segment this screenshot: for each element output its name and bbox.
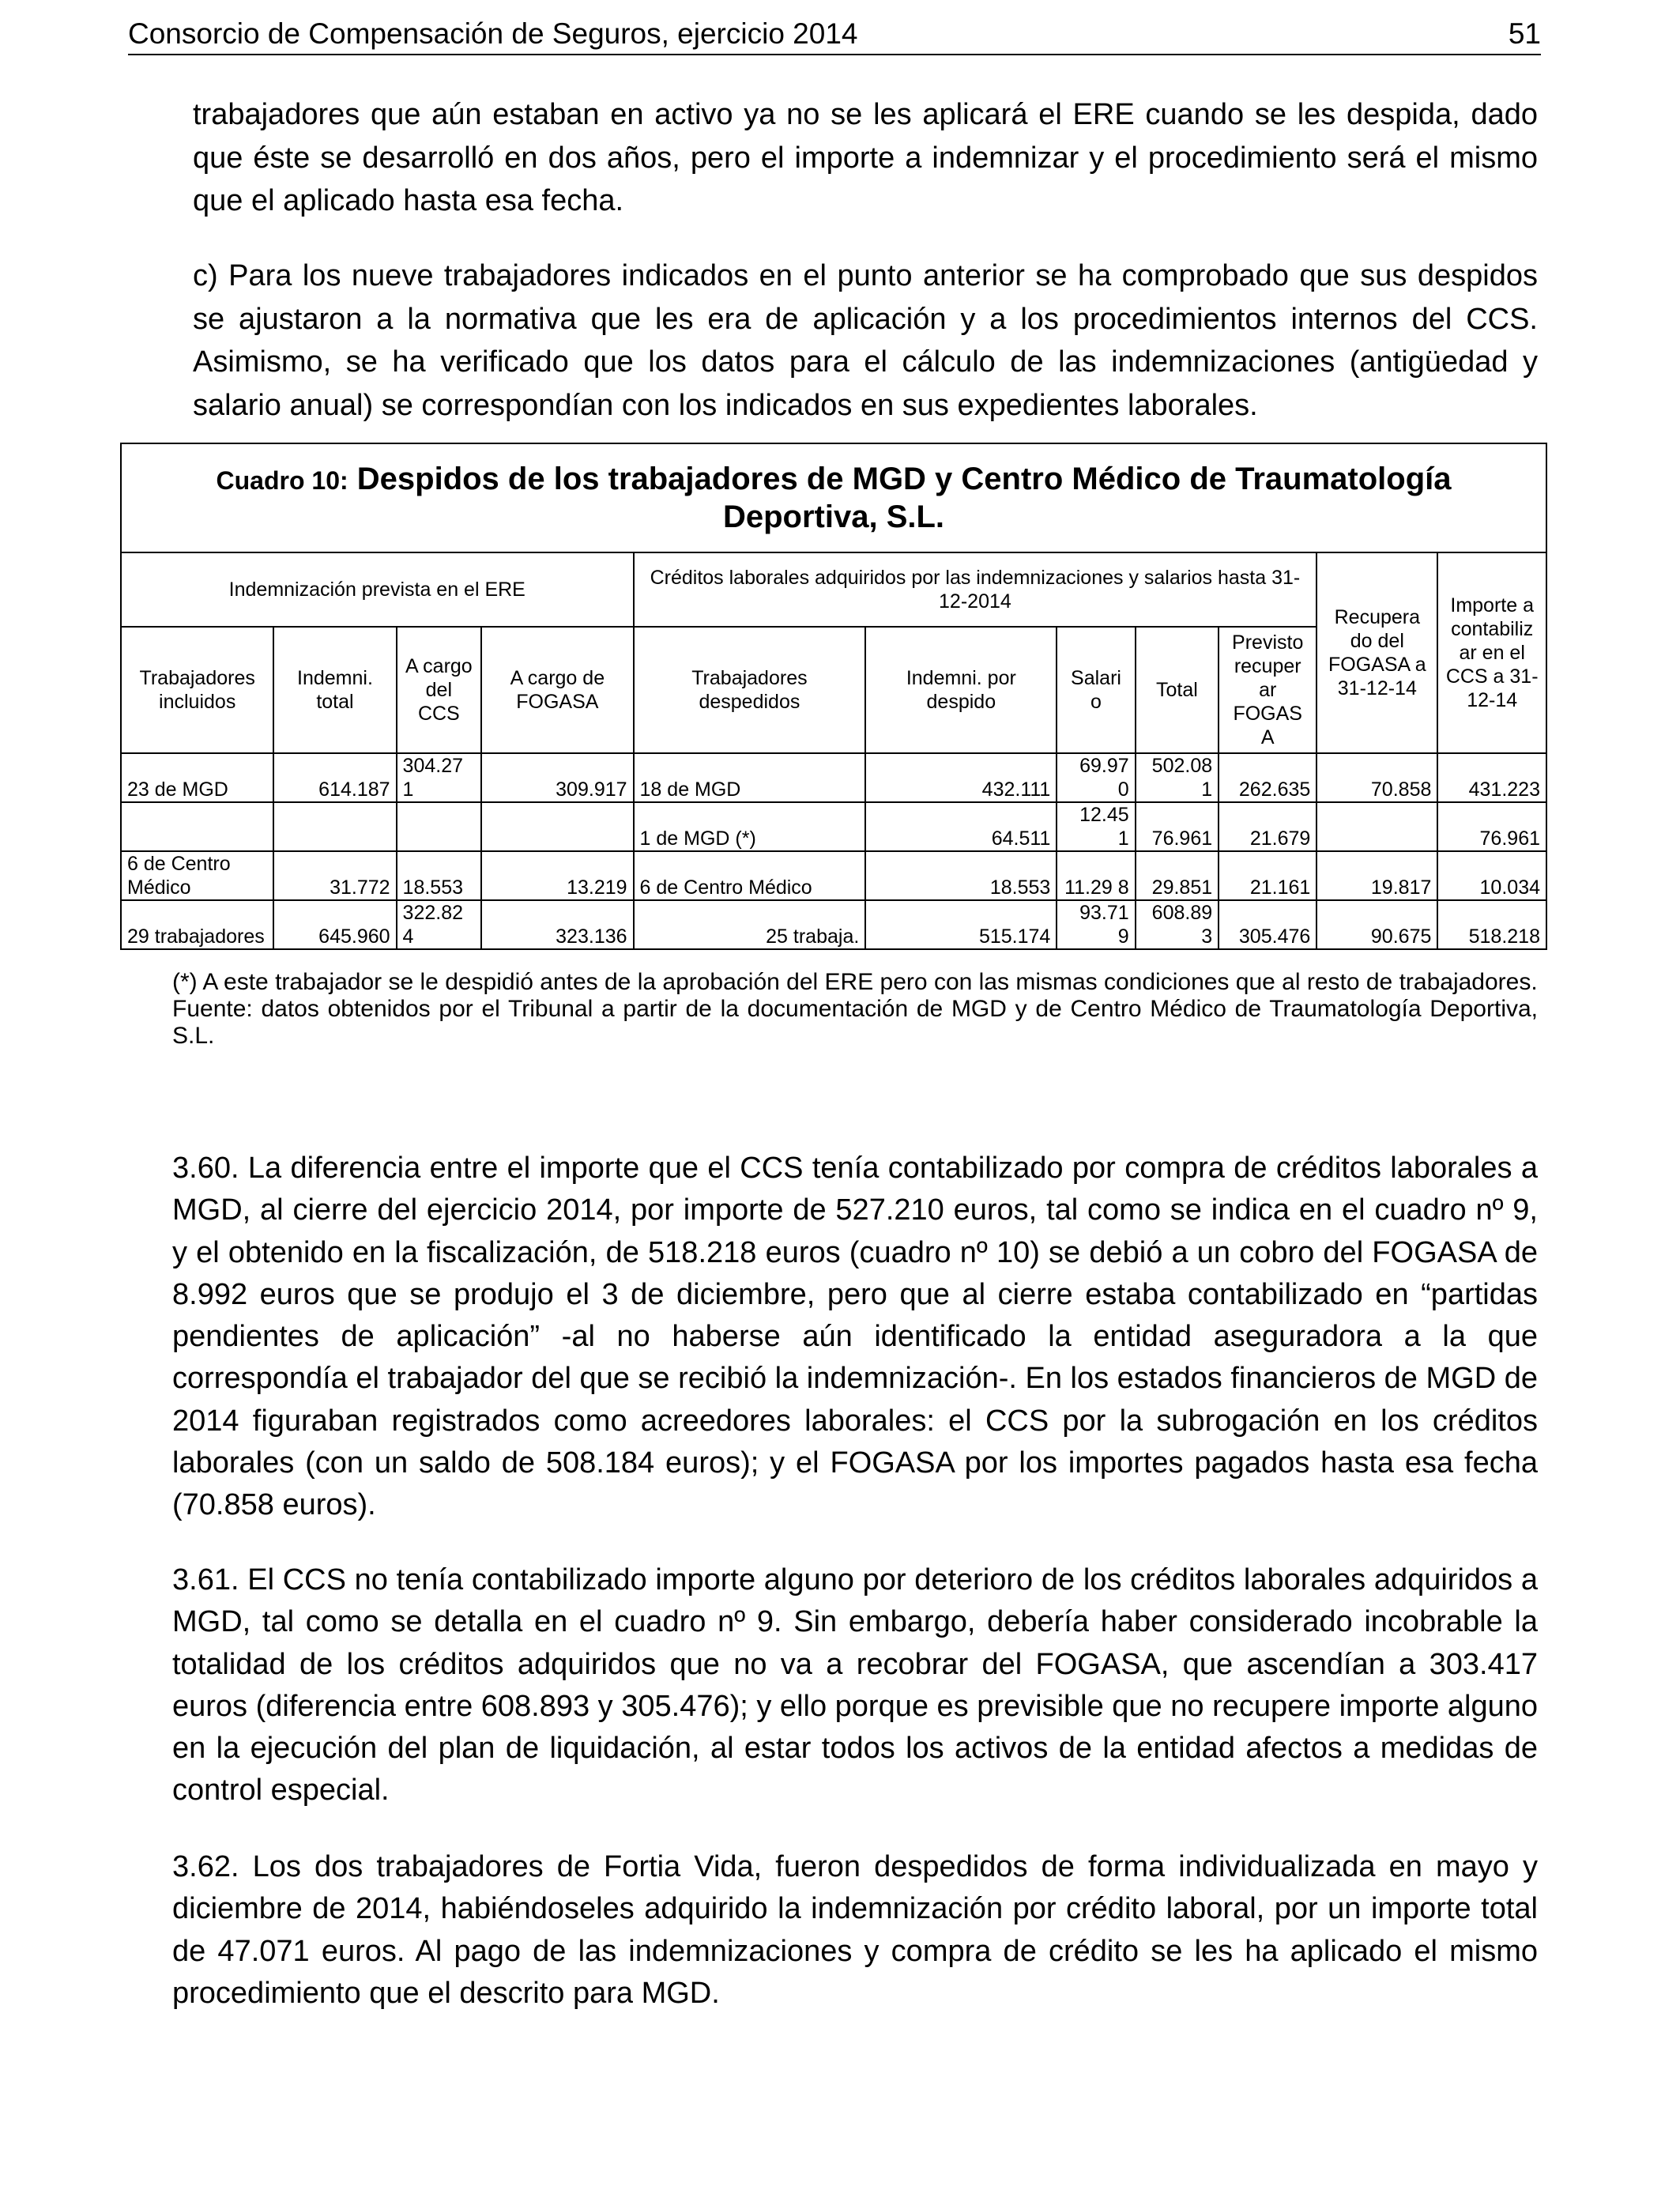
table-notes — [172, 969, 1538, 1050]
header-cargo-fogasa: A cargo de FOGASA — [481, 627, 633, 753]
header-indemni-total: Indemni. total — [273, 627, 396, 753]
table-cuadro-10 — [120, 443, 1547, 950]
group-header-creditos: Créditos laborales adquiridos por las indemnizaciones y salarios hasta 31-12-2014 — [634, 553, 1317, 627]
caption-label: Cuadro 10: — [216, 466, 348, 495]
header-salario: Salari o — [1057, 627, 1135, 753]
paragraph-3-61: 3.61. El CCS no tenía contabilizado importe alguno por deterioro de los créditos laborales adquiridos a MGD, tal como se detalla en el cuadro nº 9. Sin embargo, debería haber considerado incobrable la totalidad de los créditos adquiridos que no va a recobrar del FOGASA, que ascendían a 303.417 euros (diferencia entre 608.893 y 305.476); y ello porque es previsible que no recupere importe alguno en la ejecución del plan de liquidación, al estar todos los activos de la entidad afectos a medidas de control especial. — [172, 1563, 1538, 1808]
caption-text: Despidos de los trabajadores de MGD y Centro Médico de Traumatología Deportiva, S.L. — [356, 462, 1452, 534]
paragraph-3-60: 3.60. La diferencia entre el importe que el CCS tenía contabilizado por compra de créditos laborales a MGD, al cierre del ejercicio 2014, por importe de 527.210 euros, tal como se indica en el cuadro nº 9, y el obtenido en la fiscalización, de 518.218 euros (cuadro nº 10) se debió a un cobro del FOGASA de 8.992 euros que se produjo el 3 de diciembre, pero que al cierre estaba contabilizado en “partidas pendientes de aplicación” -al no haberse aún identificado la entidad aseguradora a la que correspondía el trabajador del que se recibió la indemnización-. En los estados financieros de MGD de 2014 figuraban registrados como acreedores laborales: el CCS por la subrogación en los créditos laborales (con un saldo de 508.184 euros); y el FOGASA por los importes pagados hasta esa fecha (70.858 euros). — [172, 1152, 1538, 1522]
page-header — [128, 14, 1541, 55]
intro-paragraph-2: c) Para los nueve trabajadores indicados en el punto anterior se ha comprobado que sus despidos se ajustaron a la normativa que les era de aplicación y a los procedimientos internos del CCS. Asimismo, se ha verificado que los datos para el cálculo de las indemnizaciones (antigüedad y salario anual) se correspondían con los indicados en sus expedientes laborales. — [193, 259, 1538, 422]
table-row: 23 de MGD 614.187 304.27 1 309.917 18 de MGD 432.111 69.97 0 502.08 1 262.635 70.858 431.223 — [122, 753, 1546, 802]
table-row: 1 de MGD (*) 64.511 12.45 1 76.961 21.679 76.961 — [122, 802, 1546, 851]
table-caption — [122, 444, 1546, 553]
intro-paragraph-1: trabajadores que aún estaban en activo ya no se les aplicará el ERE cuando se les despida, dado que éste se desarrolló en dos años, pero el importe a indemnizar y el procedimiento será el mismo que el aplicado hasta esa fecha. — [193, 98, 1538, 217]
header-trab-despedidos: Trabajadores despedidos — [634, 627, 866, 753]
paragraph-3-62: 3.62. Los dos trabajadores de Fortia Vida, fueron despedidos de forma individualizada en mayo y diciembre de 2014, habiéndoseles adquirido la indemnización por crédito laboral, por un importe total de 47.071 euros. Al pago de las indemnizaciones y compra de crédito se les ha aplicado el mismo procedimiento que el descrito para MGD. — [172, 1850, 1538, 2010]
footnote: (*) A este trabajador se le despidió antes de la aprobación del ERE pero con las mismas condiciones que al resto de trabajadores. — [172, 969, 1538, 995]
page-number: 51 — [1508, 17, 1541, 50]
header-title: Consorcio de Compensación de Seguros, ejercicio 2014 — [128, 17, 858, 50]
header-trab-incluidos: Trabajadores incluidos — [139, 667, 255, 713]
header-previsto: Previsto recuper ar FOGAS A — [1219, 627, 1317, 753]
header-total: Total — [1136, 627, 1219, 753]
table-row: 6 de Centro Médico 31.772 18.553 13.219 6 de Centro Médico 18.553 11.29 8 29.851 21.161 19.817 10.034 — [122, 851, 1546, 900]
header-recuperado: Recupera do del FOGASA a 31-12-14 — [1317, 553, 1437, 753]
header-cargo-ccs: A cargo del CCS — [397, 627, 482, 753]
group-header-ere: Indemnización prevista en el ERE — [122, 553, 634, 627]
source-note: Fuente: datos obtenidos por el Tribunal a partir de la documentación de MGD y de Centro Médico de Traumatología Deportiva, S.L. — [172, 996, 1538, 1049]
header-importe: Importe a contabiliz ar en el CCS a 31-12-14 — [1437, 553, 1546, 753]
header-indemni-despido: Indemni. por despido — [865, 627, 1057, 753]
table-row-total: 29 trabajadores 645.960 322.82 4 323.136 25 trabaja. 515.174 93.71 9 608.89 3 305.476 90.675 518.218 — [122, 900, 1546, 948]
data-table — [122, 553, 1546, 948]
